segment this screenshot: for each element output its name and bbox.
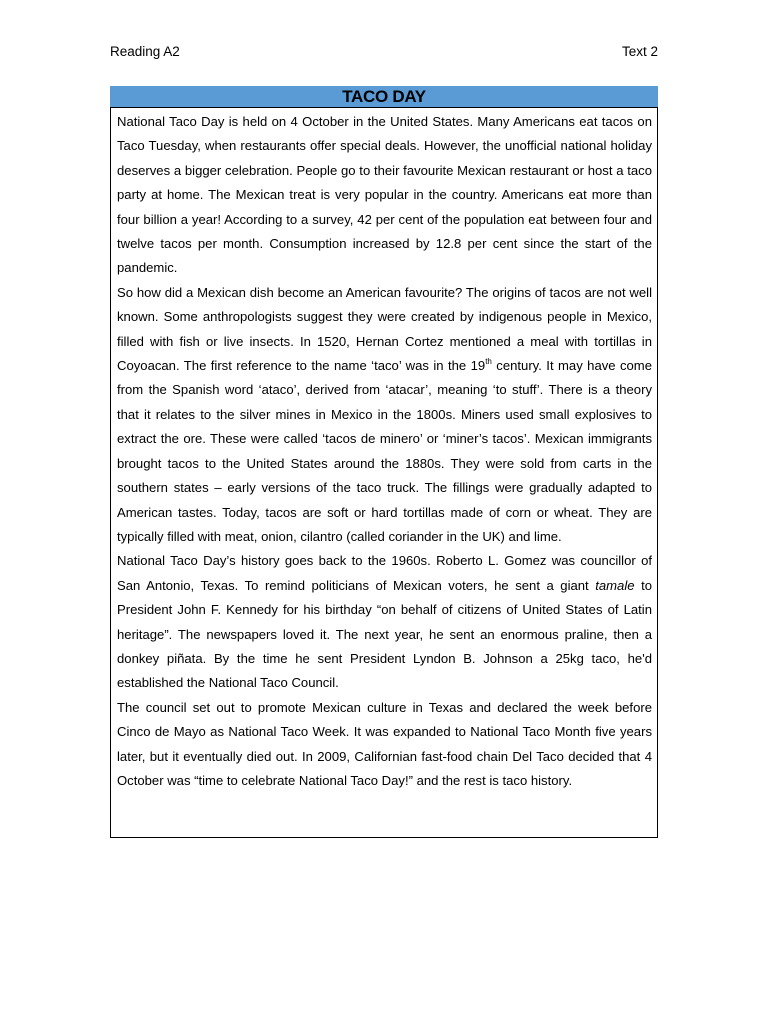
article-title: TACO DAY	[110, 86, 658, 107]
ordinal-suffix: th	[485, 357, 492, 367]
paragraph-3-part-1: National Taco Day’s history goes back to the 1960s. Roberto L. Gomez was councillor of San Antonio, Texas. To remind politicians of Mexican voters, he sent a giant	[117, 553, 652, 593]
paragraph-1: National Taco Day is held on 4 October in the United States. Many Americans eat tacos on Taco Tuesday, when restaurants offer special deals. However, the unofficial national holiday deserves a bigger celebration. People go to their favourite Mexican restaurant or host a taco party at home. The Mexican treat is very popular in the country. Americans eat more than four billion a year! According to a survey, 42 per cent of the population eat between four and twelve tacos per month. Consumption increased by 12.8 per cent since the start of the pandemic.	[117, 114, 652, 276]
paragraph-2-part-1: So how did a Mexican dish become an American favourite? The origins of tacos are not well known. Some anthropologists suggest they were created by indigenous people in Mexico, filled with fish or live insects. In 1520, Hernan Cortez mentioned a meal with tortillas in Coyoacan. The first reference to the name ‘taco’ was in the 19	[117, 284, 652, 374]
paragraph-2	[117, 281, 652, 549]
paragraph-3	[117, 549, 652, 695]
paragraph-4: The council set out to promote Mexican culture in Texas and declared the week before Cinco de Mayo as National Taco Week. It was expanded to National Taco Month five years later, but it eventually died out. In 2009, Californian fast-food chain Del Taco decided that 4 October was “time to celebrate National Taco Day!” and the rest is taco history.	[117, 699, 652, 788]
article-box	[110, 107, 658, 838]
paragraph-3-italic-word: tamale	[595, 577, 635, 593]
page-header	[110, 44, 658, 62]
article-body	[117, 110, 652, 793]
course-label: Reading A2	[110, 44, 180, 59]
paragraph-3-part-2: to President John F. Kennedy for his birthday “on behalf of citizens of United States of Latin heritage”. The newspapers loved it. The next year, he sent an enormous praline, then a donkey piñata. By the time he sent President Lyndon B. Johnson a 25kg taco, he'd established the National Taco Council.	[117, 577, 652, 691]
paragraph-2-part-2: century. It may have come from the Spanish word ‘ataco’, derived from ‘atacar’, meaning ‘to stuff’. There is a theory that it relates to the silver mines in Mexico in the 1800s. Miners used small explosives to extract the ore. These were called ‘tacos de minero’ or ‘miner’s tacos’. Mexican immigrants brought tacos to the United States around the 1880s. They were sold from carts in the southern states – early versions of the taco truck. The fillings were gradually adapted to American tastes. Today, tacos are soft or hard tortillas made of corn or wheat. They are typically filled with meat, onion, cilantro (called coriander in the UK) and lime.	[117, 358, 652, 544]
text-number-label: Text 2	[621, 44, 658, 59]
